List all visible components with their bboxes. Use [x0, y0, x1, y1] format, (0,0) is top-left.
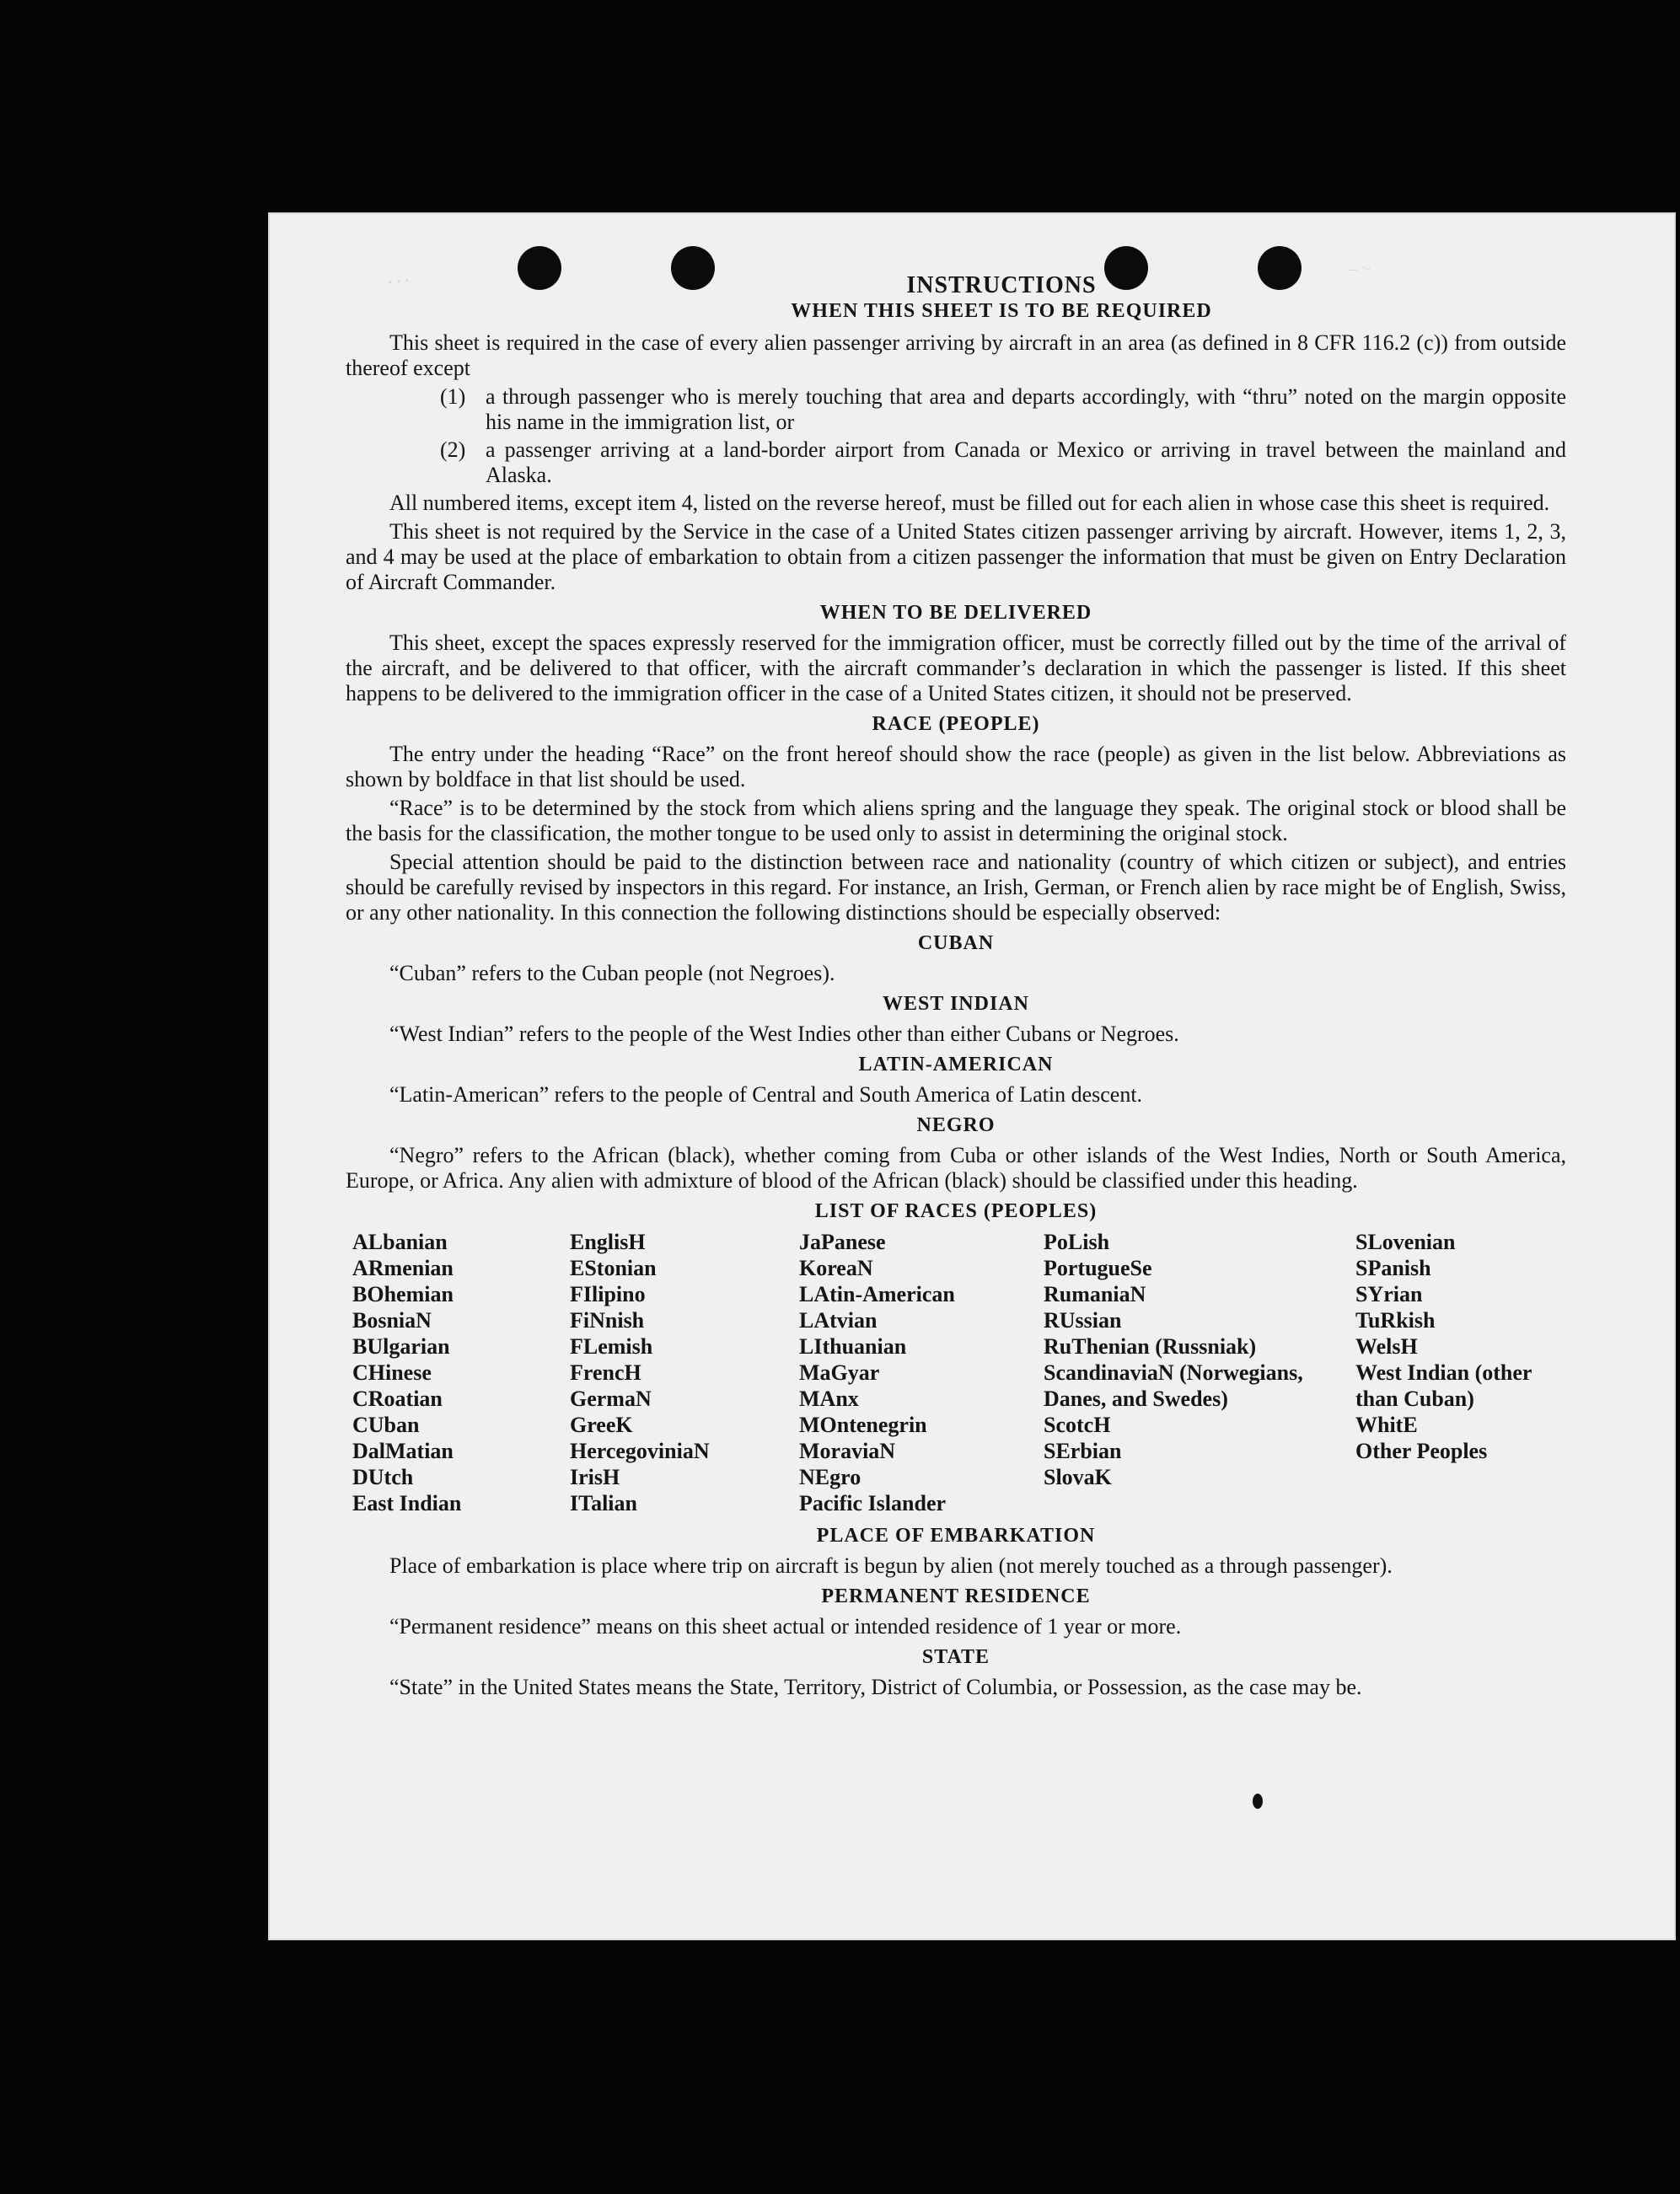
race-entry: BOhemian: [352, 1282, 454, 1306]
section-heading: WHEN THIS SHEET IS TO BE REQUIRED: [791, 300, 1212, 322]
citizen-note-paragraph: This sheet is not required by the Service in the case of a United States citizen passenger arriving by aircraft. However, items 1, 2, 3, and 4 may be used at the place of embarkation to obtain from a citizen passenger the information that must be given on Entry Declaration of Aircraft Commander.: [346, 519, 1566, 594]
section-paragraph: This sheet, except the spaces expressly reserved for the immigration officer, must be correctly filled out by the time of the arrival of the aircraft, and be delivered to that officer, with the aircraft commander’s declaration in which the passenger is listed. If this sheet happens to be delivered to the immigration officer in the case of a United States citizen, it should not be preserved.: [346, 630, 1566, 705]
race-entry: SErbian: [1044, 1439, 1122, 1463]
section-paragraph: “Negro” refers to the African (black), whether coming from Cuba or other islands of the West Indies, North or South America, Europe, or Africa. Any alien with admixture of blood of the African (black) should be classified under this heading.: [346, 1143, 1566, 1193]
section-heading: LATIN-AMERICAN: [858, 1054, 1054, 1076]
race-entry: GreeK: [570, 1413, 633, 1437]
race-entry: NEgro: [799, 1465, 861, 1489]
section-paragraph: “Latin-American” refers to the people of Central and South America of Latin descent.: [389, 1082, 1143, 1107]
section-paragraph: “Permanent residence” means on this sheet actual or intended residence of 1 year or more.: [389, 1614, 1182, 1639]
exception-item: [440, 437, 1566, 488]
race-entry: CRoatian: [352, 1387, 443, 1411]
race-entry: MoraviaN: [799, 1439, 896, 1463]
section-heading: RACE (PEOPLE): [872, 713, 1040, 735]
race-entry: SPanish: [1355, 1256, 1431, 1280]
race-column: [799, 1229, 1044, 1516]
race-entry: LAtvian: [799, 1308, 878, 1333]
race-entry: WhitE: [1355, 1413, 1418, 1437]
section-heading: STATE: [921, 1646, 990, 1668]
race-entry: FIlipino: [570, 1282, 646, 1306]
race-column: [1044, 1229, 1355, 1516]
race-entry: WelsH: [1355, 1334, 1418, 1359]
section-paragraph: Place of embarkation is place where trip on aircraft is begun by alien (not merely touched as a through passenger).: [389, 1553, 1393, 1578]
race-entry: West Indian (other than Cuban): [1355, 1360, 1532, 1411]
race-entry: CHinese: [352, 1360, 432, 1385]
race-entry: HercegoviniaN: [570, 1439, 710, 1463]
race-entry: RumaniaN: [1044, 1282, 1146, 1306]
section-heading: PERMANENT RESIDENCE: [821, 1585, 1091, 1607]
bleed-through-mark: – ~: [1349, 260, 1371, 278]
race-entry: FiNnish: [570, 1308, 645, 1333]
race-entry: MAnx: [799, 1387, 859, 1411]
races-list: [352, 1229, 1566, 1516]
race-column: [352, 1229, 570, 1516]
race-entry: RUssian: [1044, 1308, 1122, 1333]
section-paragraph: The entry under the heading “Race” on the front hereof should show the race (people) as given in the list below. Abbreviations as shown by boldface in that list should be used.: [346, 742, 1566, 791]
race-entry: ScotcH: [1044, 1413, 1111, 1437]
race-entry: Pacific Islander: [799, 1491, 947, 1515]
race-entry: ALbanian: [352, 1230, 448, 1254]
section-heading: WEST INDIAN: [883, 993, 1029, 1015]
race-entry: SYrian: [1355, 1282, 1423, 1306]
section-paragraph: “West Indian” refers to the people of the West Indies other than either Cubans or Negroes.: [389, 1022, 1179, 1046]
race-entry: JaPanese: [799, 1230, 886, 1254]
ink-dot-icon: [1253, 1794, 1263, 1809]
race-entry: BosniaN: [352, 1308, 432, 1333]
race-entry: ITalian: [570, 1491, 637, 1515]
race-column: [570, 1229, 799, 1516]
race-entry: SlovaK: [1044, 1465, 1112, 1489]
section-heading: CUBAN: [917, 932, 995, 954]
section-paragraph: “State” in the United States means the State, Territory, District of Columbia, or Possession, as the case may be.: [389, 1675, 1362, 1699]
bleed-through-mark: ꞏ ꞏ ꞏ: [387, 271, 411, 292]
exception-text: a passenger arriving at a land-border airport from Canada or Mexico or arriving in travel between the mainland and Alaska.: [486, 437, 1566, 487]
race-entry: BUlgarian: [352, 1334, 450, 1359]
race-entry: Other Peoples: [1355, 1439, 1488, 1463]
exception-number: (1): [440, 384, 466, 409]
race-entry: PortugueSe: [1044, 1256, 1152, 1280]
race-entry: GermaN: [570, 1387, 652, 1411]
section-paragraph: “Race” is to be determined by the stock from which aliens spring and the language they speak. The original stock or blood shall be the basis for the classification, the mother tongue to be used only to assist in determining the original stock.: [346, 796, 1566, 845]
numbered-items-paragraph: All numbered items, except item 4, listed on the reverse hereof, must be filled out for each alien in whose case this sheet is required.: [389, 491, 1550, 515]
race-entry: MaGyar: [799, 1360, 880, 1385]
section-paragraph: Special attention should be paid to the distinction between race and nationality (country of which citizen or subject), and entries should be carefully revised by inspectors in this regard. For instance, an Irish, German, or French alien by race might be of English, Swiss, or any other nationality. In this connection the following distinctions should be especially observed:: [346, 850, 1566, 925]
race-entry: East Indian: [352, 1491, 462, 1515]
races-heading: LIST OF RACES (PEOPLES): [814, 1200, 1098, 1222]
race-entry: RuThenian (Russniak): [1044, 1334, 1257, 1359]
page-title: INSTRUCTIONS: [906, 272, 1097, 298]
race-entry: IrisH: [570, 1465, 620, 1489]
section-paragraph: “Cuban” refers to the Cuban people (not Negroes).: [389, 961, 835, 985]
section-heading: NEGRO: [916, 1114, 996, 1136]
race-entry: FrencH: [570, 1360, 641, 1385]
race-entry: ScandinaviaN (Norwegians, Danes, and Swedes): [1044, 1360, 1303, 1411]
race-column: [1355, 1229, 1573, 1516]
exception-item: [440, 384, 1566, 435]
race-entry: DalMatian: [352, 1439, 454, 1463]
section-heading: PLACE OF EMBARKATION: [816, 1525, 1096, 1547]
race-entry: TuRkish: [1355, 1308, 1436, 1333]
exception-number: (2): [440, 437, 466, 462]
section-heading: WHEN TO BE DELIVERED: [819, 602, 1092, 624]
exception-text: a through passenger who is merely touching that area and departs accordingly, with “thru” noted on the margin opposite his name in the immigration list, or: [486, 384, 1566, 434]
race-entry: ARmenian: [352, 1256, 454, 1280]
document-sheet: [268, 212, 1676, 1940]
race-entry: DUtch: [352, 1465, 414, 1489]
race-entry: EStonian: [570, 1256, 657, 1280]
intro-paragraph: This sheet is required in the case of every alien passenger arriving by aircraft in an area (as defined in 8 CFR 116.2 (c)) from outside thereof except: [346, 330, 1566, 380]
race-entry: EnglisH: [570, 1230, 646, 1254]
race-entry: CUban: [352, 1413, 420, 1437]
race-entry: LAtin-American: [799, 1282, 955, 1306]
race-entry: LIthuanian: [799, 1334, 907, 1359]
race-entry: PoLish: [1044, 1230, 1110, 1254]
race-entry: FLemish: [570, 1334, 653, 1359]
instructions-text: [346, 273, 1566, 1703]
race-entry: SLovenian: [1355, 1230, 1456, 1254]
race-entry: KoreaN: [799, 1256, 873, 1280]
race-entry: MOntenegrin: [799, 1413, 927, 1437]
